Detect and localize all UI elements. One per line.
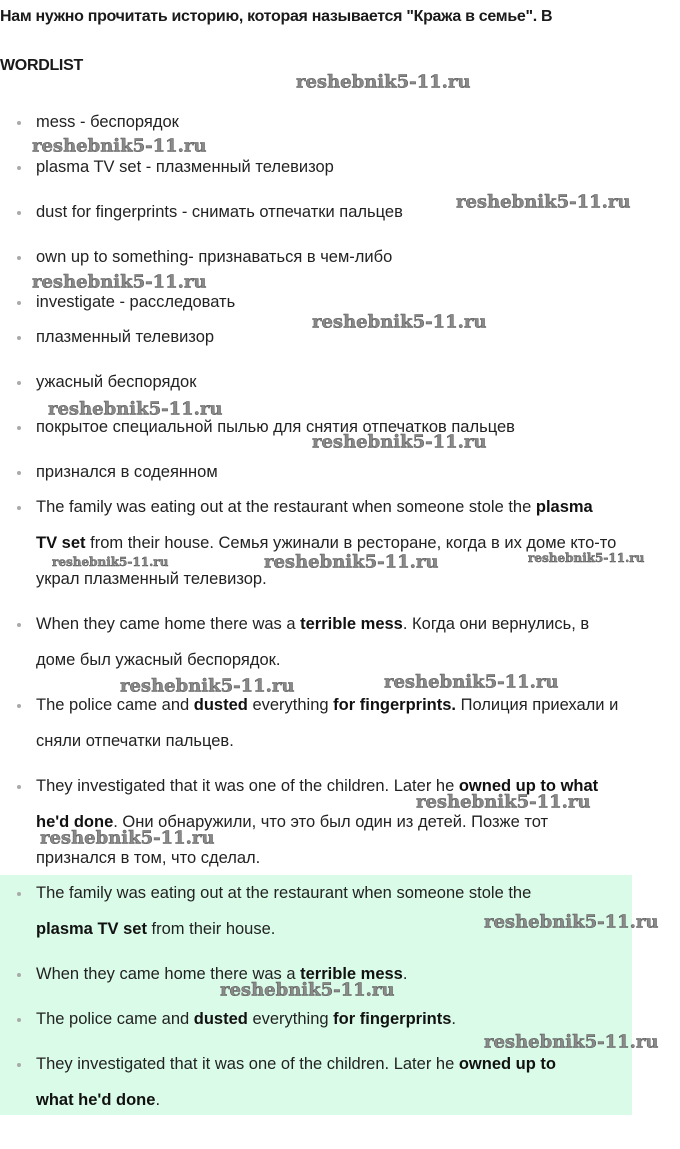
bullet — [17, 973, 21, 977]
sentence-line: They investigated that it was one of the children. Later he owned up to what — [36, 777, 599, 795]
sentence-line: украл плазменный телевизор. — [36, 570, 267, 588]
watermark: reshebnik5-11.ru — [296, 71, 471, 93]
watermark: reshebnik5-11.ru — [32, 135, 207, 157]
list-item: плазменный телевизор — [36, 328, 215, 346]
list-item: plasma TV set - плазменный телевизор — [36, 158, 334, 176]
highlight-line: what he'd done. — [36, 1091, 161, 1109]
watermark: reshebnik5-11.ru — [484, 911, 659, 933]
list-item: investigate - расследовать — [36, 293, 236, 311]
highlight-line: When they came home there was a terrible mess. — [36, 965, 408, 983]
list-item: mess - беспорядок — [36, 113, 179, 131]
watermark: reshebnik5-11.ru — [32, 271, 207, 293]
list-item: own up to something- признаваться в чем-либо — [36, 248, 393, 266]
sentence-line: сняли отпечатки пальцев. — [36, 732, 234, 750]
highlight-line: They investigated that it was one of the children. Later he owned up to — [36, 1055, 556, 1073]
watermark: reshebnik5-11.ru — [40, 827, 215, 849]
bullet — [17, 1063, 21, 1067]
bullet — [17, 623, 21, 627]
sentence-line: The police came and dusted everything for fingerprints. Полиция приехали и — [36, 696, 619, 714]
watermark: reshebnik5-11.ru — [416, 791, 591, 813]
watermark: reshebnik5-11.ru — [384, 671, 559, 693]
bullet — [17, 381, 21, 385]
bullet — [17, 256, 21, 260]
bullet — [17, 892, 21, 896]
bullet — [17, 471, 21, 475]
bullet — [17, 301, 21, 305]
watermark: reshebnik5-11.ru — [528, 551, 645, 565]
bullet — [17, 506, 21, 510]
watermark: reshebnik5-11.ru — [120, 675, 295, 697]
watermark: reshebnik5-11.ru — [264, 551, 439, 573]
watermark: reshebnik5-11.ru — [456, 191, 631, 213]
page-intro: Нам нужно прочитать историю, которая называется "Кража в семье". В — [0, 8, 553, 25]
bullet — [17, 1018, 21, 1022]
watermark: reshebnik5-11.ru — [48, 398, 223, 420]
bullet — [17, 211, 21, 215]
bullet — [17, 121, 21, 125]
watermark: reshebnik5-11.ru — [312, 311, 487, 333]
watermark: reshebnik5-11.ru — [312, 431, 487, 453]
bullet — [17, 336, 21, 340]
highlight-line: The family was eating out at the restaurant when someone stole the — [36, 884, 532, 902]
highlight-line: The police came and dusted everything for fingerprints. — [36, 1010, 456, 1028]
sentence-line: The family was eating out at the restaurant when someone stole the plasma — [36, 498, 593, 516]
list-item: ужасный беспорядок — [36, 373, 197, 391]
list-item: dust for fingerprints - снимать отпечатки пальцев — [36, 203, 403, 221]
watermark: reshebnik5-11.ru — [220, 979, 395, 1001]
bullet — [17, 785, 21, 789]
watermark: reshebnik5-11.ru — [484, 1031, 659, 1053]
sentence-line: доме был ужасный беспорядок. — [36, 651, 281, 669]
watermark: reshebnik5-11.ru — [52, 555, 169, 569]
highlight-line: plasma TV set from their house. — [36, 920, 276, 938]
sentence-line: When they came home there was a terrible mess. Когда они вернулись, в — [36, 615, 590, 633]
bullet — [17, 426, 21, 430]
wordlist-heading: WORDLIST — [0, 57, 83, 74]
sentence-line: he'd done. Они обнаружили, что это был один из детей. Позже тот — [36, 813, 549, 831]
list-item: покрытое специальной пылью для снятия отпечатков пальцев — [36, 418, 515, 436]
bullet — [17, 704, 21, 708]
sentence-line: признался в том, что сделал. — [36, 849, 261, 867]
list-item: признался в содеянном — [36, 463, 218, 481]
sentence-line: TV set from their house. Семья ужинали в ресторане, когда в их доме кто-то — [36, 534, 617, 552]
bullet — [17, 166, 21, 170]
